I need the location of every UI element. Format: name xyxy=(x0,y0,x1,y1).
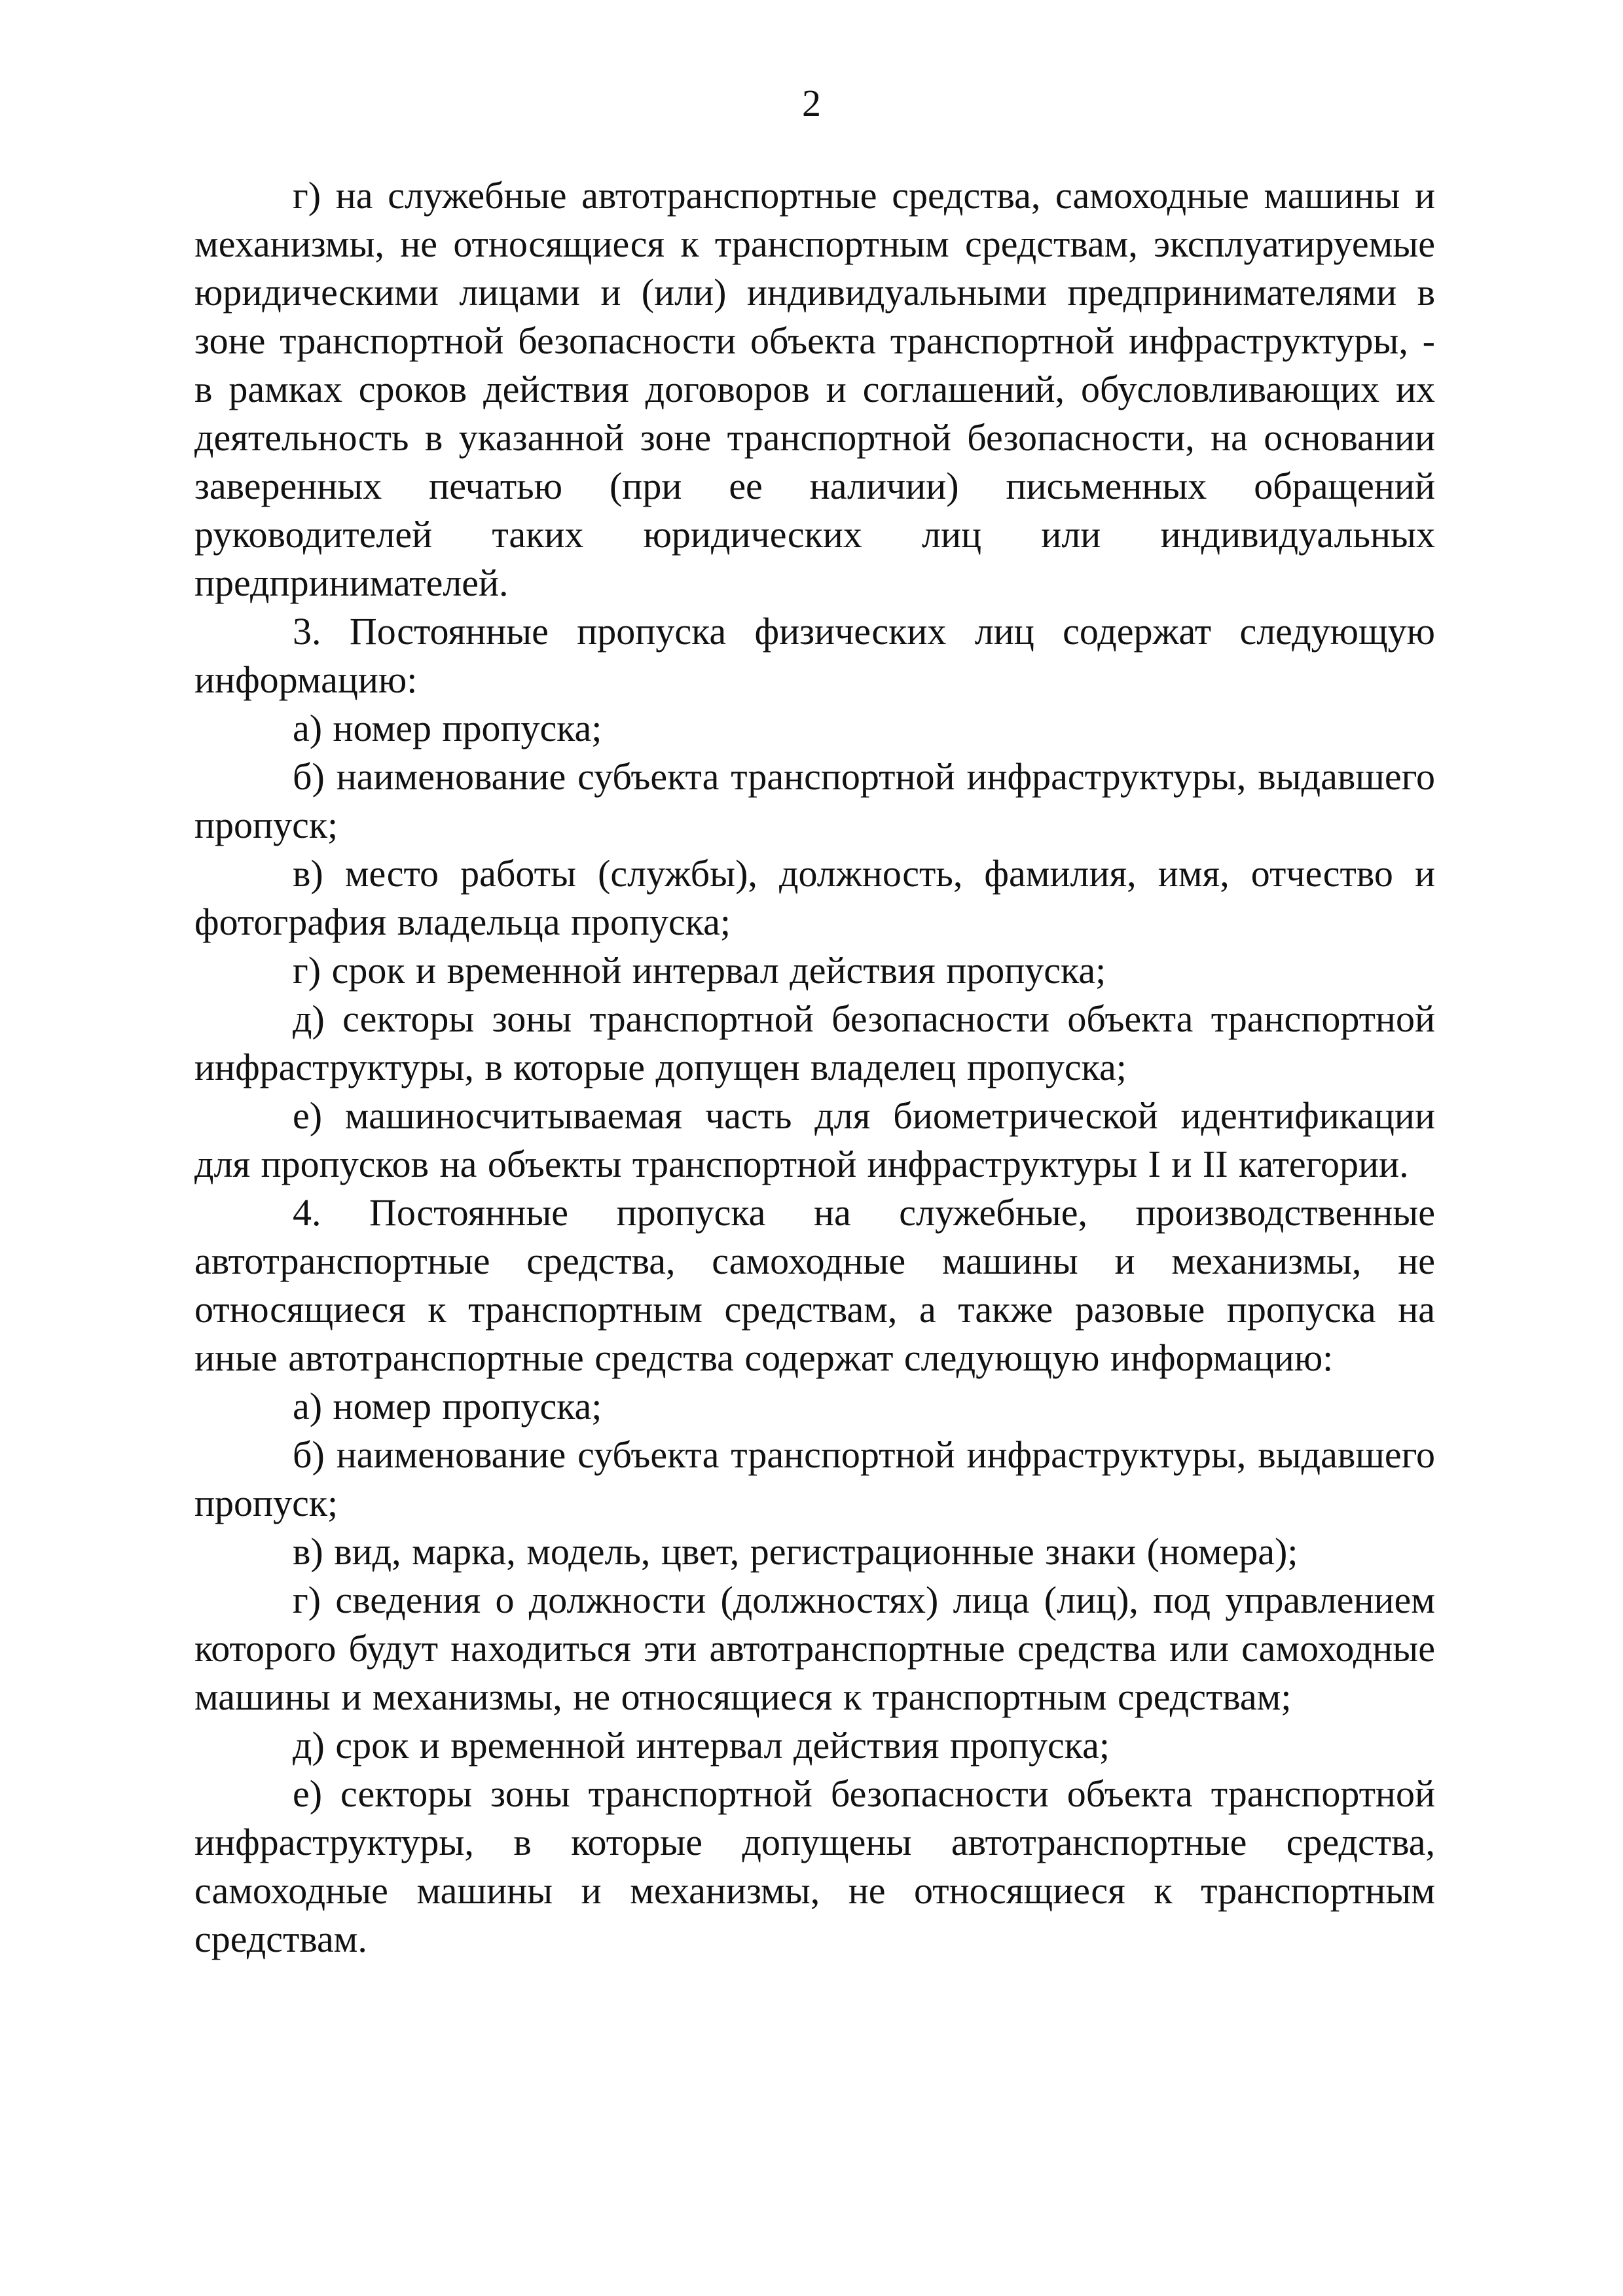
paragraph-4-heading: 4. Постоянные пропуска на служебные, производственные автотранспортные средства, самоходные машины и механизмы, не относящиеся к транспортным средствам, а также разовые пропуска на иные автотранспортные средства содержат следующую информацию: xyxy=(194,1191,1435,1379)
paragraph-3-heading: 3. Постоянные пропуска физических лиц содержат следующую информацию: xyxy=(194,610,1435,701)
paragraph-3a: а) номер пропуска; xyxy=(293,707,602,749)
paragraph-4v: в) вид, марка, модель, цвет, регистрационные знаки (номера); xyxy=(293,1530,1298,1573)
paragraph-4a: а) номер пропуска; xyxy=(293,1385,602,1427)
paragraph-3e: е) машиносчитываемая часть для биометрической идентификации для пропусков на объекты транспортной инфраструктуры I и II категории. xyxy=(194,1094,1435,1185)
paragraph-3g: г) срок и временной интервал действия пропуска; xyxy=(293,949,1106,992)
page-number: 2 xyxy=(802,82,821,124)
paragraph-4d: д) срок и временной интервал действия пропуска; xyxy=(293,1724,1110,1767)
paragraph-3v: в) место работы (службы), должность, фамилия, имя, отчество и фотография владельца пропуска; xyxy=(194,852,1435,943)
paragraph-3d: д) секторы зоны транспортной безопасности объекта транспортной инфраструктуры, в которые допущен владелец пропуска; xyxy=(194,997,1435,1088)
paragraph-4b: б) наименование субъекта транспортной инфраструктуры, выдавшего пропуск; xyxy=(194,1433,1435,1524)
paragraph-4g: г) сведения о должности (должностях) лица (лиц), под управлением которого будут находиться эти автотранспортные средства или самоходные машины и механизмы, не относящиеся к транспортным средствам; xyxy=(194,1579,1435,1718)
document-body xyxy=(194,171,1435,1964)
paragraph-3b: б) наименование субъекта транспортной инфраструктуры, выдавшего пропуск; xyxy=(194,755,1435,846)
paragraph-g-service-vehicles: г) на служебные автотранспортные средства, самоходные машины и механизмы, не относящиеся к транспортным средствам, эксплуатируемые юридическими лицами и (или) индивидуальными предпринимателями в зоне транспортной безопасности объекта транспортной инфраструктуры, - в рамках сроков действия договоров и соглашений, обусловливающих их деятельность в указанной зоне транспортной безопасности, на основании заверенных печатью (при ее наличии) письменных обращений руководителей таких юридических лиц или индивидуальных предпринимателей. xyxy=(194,174,1435,604)
paragraph-4e: е) секторы зоны транспортной безопасности объекта транспортной инфраструктуры, в которые допущены автотранспортные средства, самоходные машины и механизмы, не относящиеся к транспортным средствам. xyxy=(194,1772,1435,1960)
